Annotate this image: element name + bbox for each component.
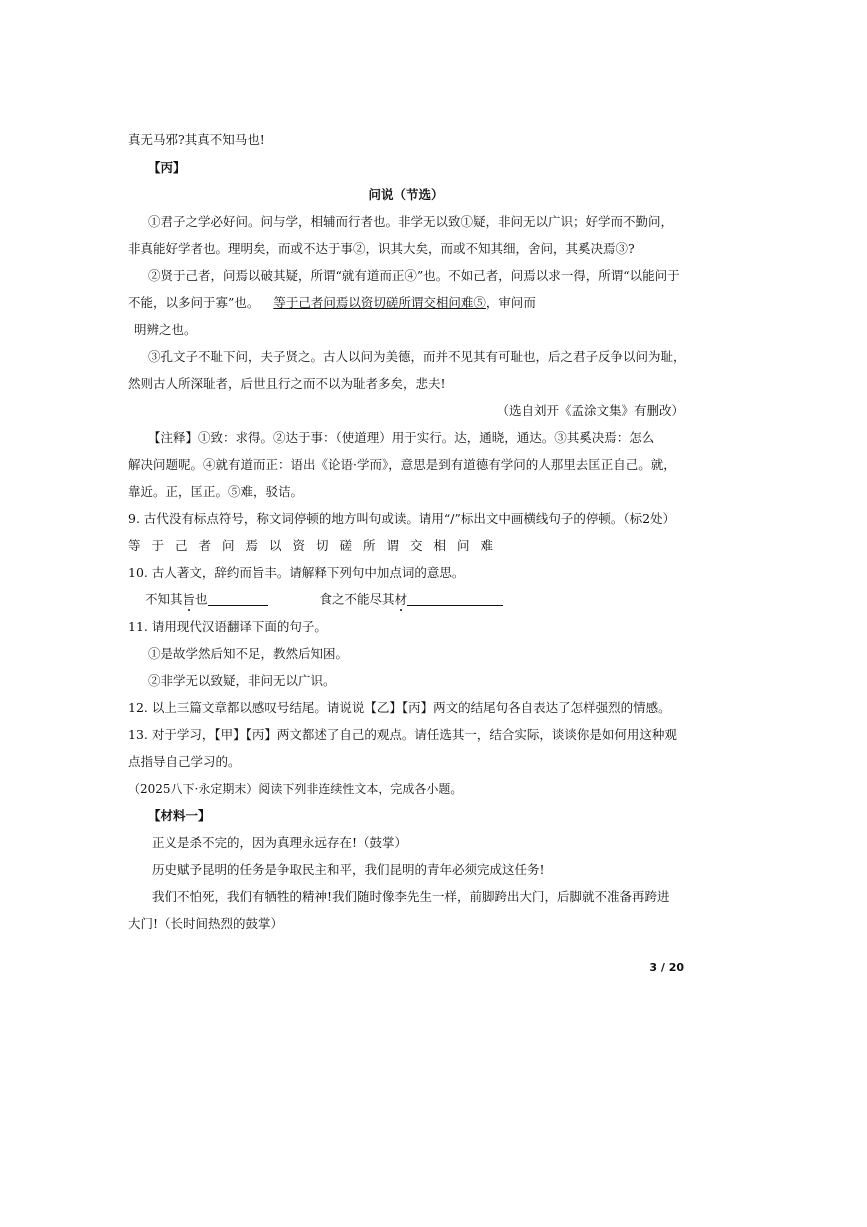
material-1-line-4: 大门!（长时间热烈的鼓掌） [128, 916, 284, 931]
material-1-header: 【材料一】 [148, 808, 211, 823]
passage-title: 问说（节选） [368, 187, 444, 202]
material-1-line-1: 正义是杀不完的，因为真理永远存在!（鼓掌） [152, 835, 408, 850]
q10-item1-dotted-word: 旨 [182, 591, 196, 607]
answer-blank-1[interactable] [208, 593, 268, 606]
annotation-line-2: 解决问题呢。④就有道而正：语出《论语·学而》，意思是到有道德有学问的人那里去匡正自己。就， [128, 457, 676, 472]
question-10: 10. 古人著文，辞约而旨丰。请解释下列句中加点词的意思。 [128, 565, 465, 580]
q10-item1-post: 也 [195, 591, 208, 607]
material-1-line-2: 历史赋予昆明的任务是争取民主和平，我们昆明的青年必须完成这任务! [152, 862, 545, 877]
answer-blank-2[interactable] [407, 593, 503, 606]
material-1-line-3: 我们不怕死，我们有牺牲的精神!我们随时像李先生一样，前脚跨出大门，后脚就不准备再跨进 [152, 889, 670, 904]
q10-item1-pre: 不知其 [145, 591, 183, 607]
paragraph-1-line-2: 非真能好学者也。理明矣，而或不达于事②，识其大矣，而或不知其细，舍问，其奚决焉③? [128, 241, 635, 256]
question-11-sentence-b: ②非学无以致疑，非问无以广识。 [148, 673, 336, 688]
paragraph-1-line-1: ①君子之学必好问。问与学，相辅而行者也。非学无以致①疑，非问无以广识；好学而不勤问， [148, 214, 674, 229]
paragraph-3-line-1: ③孔文子不耻下问，夫子贤之。古人以问为美德，而并不见其有可耻也，后之君子反争以问为耻， [148, 349, 686, 364]
previous-passage-end: 真无马邪?其真不知马也! [128, 132, 265, 147]
question-12: 12. 以上三篇文章都以感叹号结尾。请说说【乙】【丙】两文的结尾句各自表达了怎样强烈的情感。 [128, 700, 671, 715]
question-13-line-1: 13. 对于学习，【甲】【丙】两文都述了自己的观点。请任选其一，结合实际，谈谈你是如何用这种观 [128, 727, 677, 742]
paragraph-3-line-2: 然则古人所深耻者，后世且行之而不以为耻者多矣，悲夫! [128, 376, 446, 391]
page-number: 3 / 20 [649, 961, 684, 974]
annotation-line-1: 【注释】①致：求得。②达于事：（使道理）用于实行。达，通晓，通达。③其奚决焉：怎么 [148, 430, 655, 445]
q10-item2-pre: 食之不能尽其 [319, 591, 395, 607]
paragraph-2-line-3: 明辨之也。 [134, 322, 197, 337]
question-13-line-2: 点指导自己学习的。 [128, 754, 241, 769]
section-intro: （2025八下·永定期末）阅读下列非连续性文本，完成各小题。 [128, 782, 463, 796]
question-9-sentence: 等于己者问焉以资切磋所谓交相问难 [128, 538, 505, 553]
question-11-sentence-a: ①是故学然后知不足，教然后知困。 [148, 646, 349, 661]
paragraph-2-line-1: ②贤于己者，问焉以破其疑，所谓“就有道而正④”也。不如己者，问焉以求一得，所谓“以能问于 [148, 268, 680, 283]
paragraph-2-line-2 [128, 297, 536, 310]
question-11: 11. 请用现代汉语翻译下面的句子。 [128, 619, 327, 634]
question-10-items [145, 593, 503, 606]
q10-item2-dotted-word: 材 [394, 591, 408, 607]
paragraph-2-text-b: ，审问而 [485, 295, 536, 310]
question-9: 9. 古代没有标点符号，称文词停顿的地方叫句或读。请用“/”标出文中画横线句子的停顿。（标2处） [128, 511, 676, 526]
passage-bing-header: 【丙】 [148, 160, 186, 175]
underlined-sentence: 等于己者问焉以资切磋所谓交相问难⑤ [273, 295, 486, 310]
paragraph-2-text-a: 不能，以多问于寡”也。 [128, 295, 260, 310]
annotation-line-3: 靠近。正，匡正。⑤难，驳诘。 [128, 484, 304, 499]
passage-source: （选自刘开《孟涂文集》有删改） [496, 403, 684, 418]
